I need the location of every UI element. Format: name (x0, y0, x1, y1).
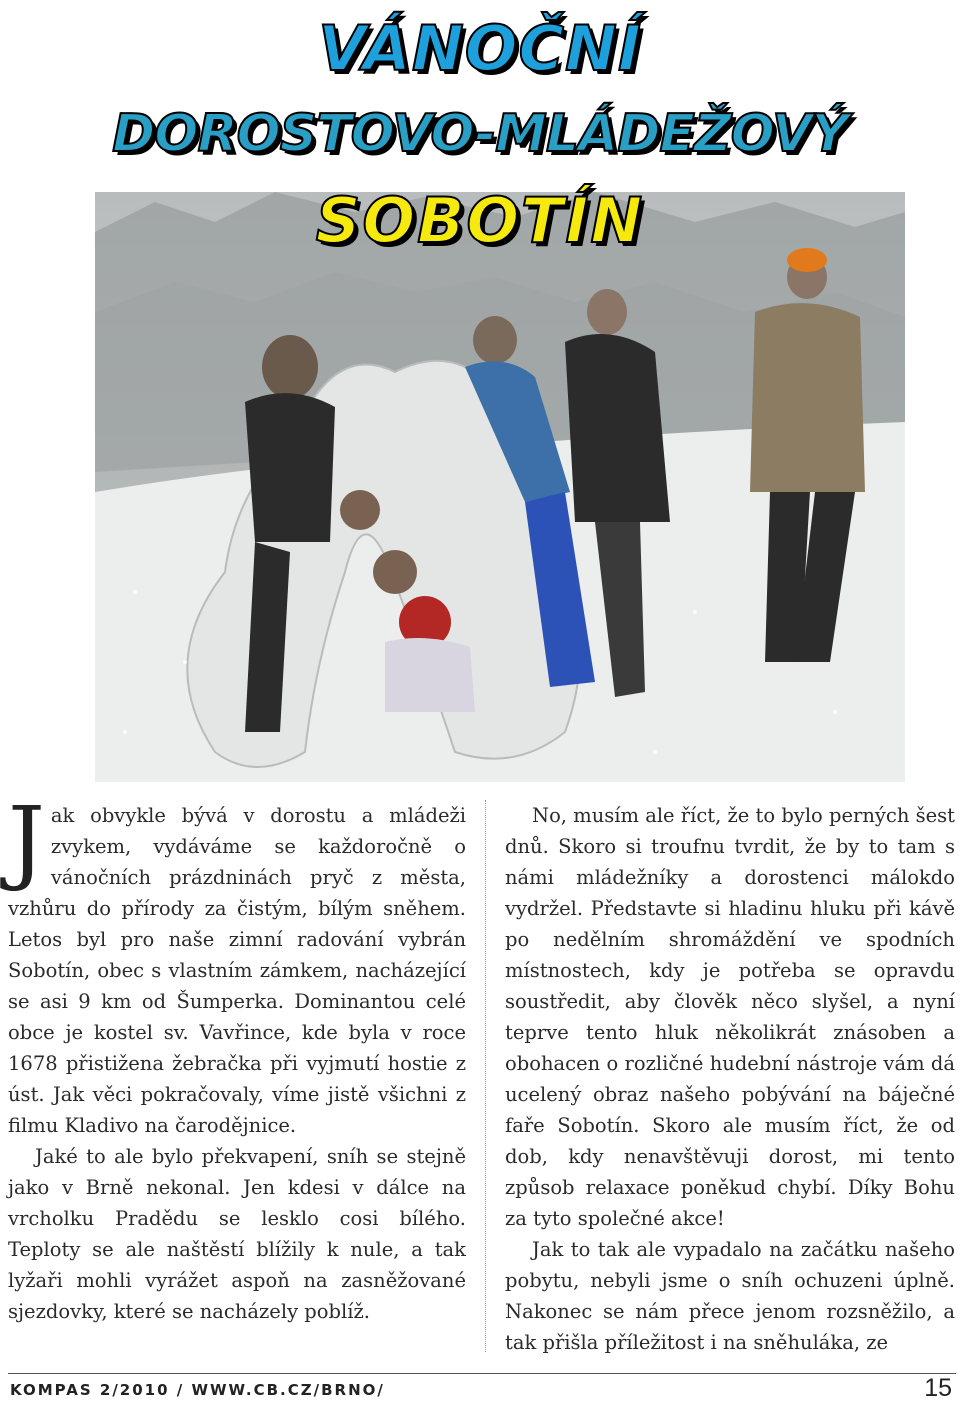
article-photo (95, 192, 905, 782)
paragraph-text: ak obvykle bývá v dorostu a mládeži zvykem, vydáváme se každoročně o vánočních prázdninách pryč z města, vzhůru do přírody za čistým, bílým sněhem. Letos byl pro naše zimní radování vybrán Sobotín, obec s vlastním zámkem, nacházející se asi 9 km od Šumperka. Dominantou celé obce je kostel sv. Vavřince, kde byla v roce 1678 přistižena žebračka při vyjmutí hostie z úst. Jak věci pokračovaly, víme jistě všichni z filmu Kladivo na čarodějnice. (8, 804, 466, 1137)
title-line-1: VÁNOČNÍ (318, 12, 642, 85)
paragraph (8, 787, 466, 1141)
footer-publication: KOMPAS 2/2010 / WWW.CB.CZ/BRNO/ (10, 1381, 385, 1399)
group-photo-snow-arch-icon (95, 192, 905, 782)
paragraph: Jaké to ale bylo překvapení, sníh se stejně jako v Brně nekonal. Jen kdesi v dálce na vrcholku Pradědu se lesklo cosi bílého. Teploty se ale naštěstí blížily k nule, a tak lyžaři mohli vyrážet aspoň na zasněžované sjezdovky, které se nacházely poblíž. (8, 1145, 466, 1323)
dropcap: J (8, 787, 45, 894)
article-column-right (505, 800, 955, 1358)
footer-divider (8, 1373, 956, 1374)
title-line-2: DOROSTOVO-MLÁDEŽOVÝ (112, 104, 848, 164)
paragraph: No, musím ale říct, že to bylo perných šest dnů. Skoro si troufnu tvrdit, že by to tam s námi mládežníky a dorostenci málokdo vydržel. Představte si hladinu hluku při kávě po nedělním shromáždění ve spodních místnostech, kdy je potřeba se opravdu soustředit, aby člověk něco slyšel, a nyní teprve tento hluk několikrát znásoben a obohacen o rozličné hudební nástroje vám dá ucelený obraz našeho pobývání na báječné faře Sobotín. Skoro ale musím říct, že od dob, kdy nenavštěvuji dorost, mi tento způsob relaxace poněkud chybí. Díky Bohu za tyto společné akce! (505, 804, 955, 1230)
article-column-left (8, 787, 466, 1327)
column-divider (485, 800, 487, 1352)
paragraph: Jak to tak ale vypadalo na začátku našeho pobytu, nebyli jsme o sníh ochuzeni úplně. Nakonec se nám přece jenom rozsněžilo, a tak přišla příležitost i na sněhuláka, ze (505, 1238, 955, 1354)
title-line-3: SOBOTÍN (315, 184, 645, 257)
page-number: 15 (924, 1374, 952, 1402)
